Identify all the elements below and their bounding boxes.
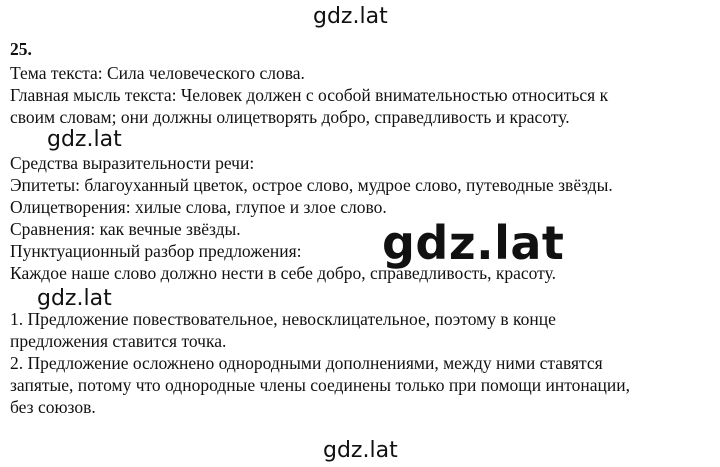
comparisons-line: Сравнения: как вечные звёзды.: [10, 219, 241, 239]
point-2-line: 2. Предложение осложнено однородными дополнениями, между ними ставятся: [10, 353, 603, 373]
point-2-end: без союзов.: [10, 397, 96, 417]
main-idea-line: Главная мысль текста: Человек должен с особой внимательностью относиться к: [10, 85, 609, 105]
task-number: 25.: [10, 39, 32, 59]
point-1-continuation: предложения ставится точка.: [10, 331, 227, 351]
point-1-line: 1. Предложение повествовательное, невосклицательное, поэтому в конце: [10, 309, 556, 329]
watermark-center-large: gdz.lat: [382, 216, 565, 270]
point-2-continuation: запятые, потому что однородные члены соединены только при помощи интонации,: [10, 375, 631, 395]
watermark-top: gdz.lat: [313, 4, 388, 29]
punctuation-analysis-heading: Пунктуационный разбор предложения:: [10, 241, 302, 261]
text-theme-line: Тема текста: Сила человеческого слова.: [10, 63, 305, 83]
watermark-left-lower: gdz.lat: [37, 286, 112, 311]
main-idea-continuation: своим словам; они должны олицетворять добро, справедливость и красоту.: [10, 107, 570, 127]
epithets-line: Эпитеты: благоуханный цветок, острое слово, мудрое слово, путеводные звёзды.: [10, 175, 613, 195]
analyzed-sentence: Каждое наше слово должно нести в себе добро, справедливость, красоту.: [10, 263, 556, 283]
watermark-bottom: gdz.lat: [323, 438, 398, 463]
personification-line: Олицетворения: хилые слова, глупое и злое слово.: [10, 197, 387, 217]
expressive-means-heading: Средства выразительности речи:: [10, 153, 255, 173]
watermark-left-upper: gdz.lat: [47, 127, 122, 152]
